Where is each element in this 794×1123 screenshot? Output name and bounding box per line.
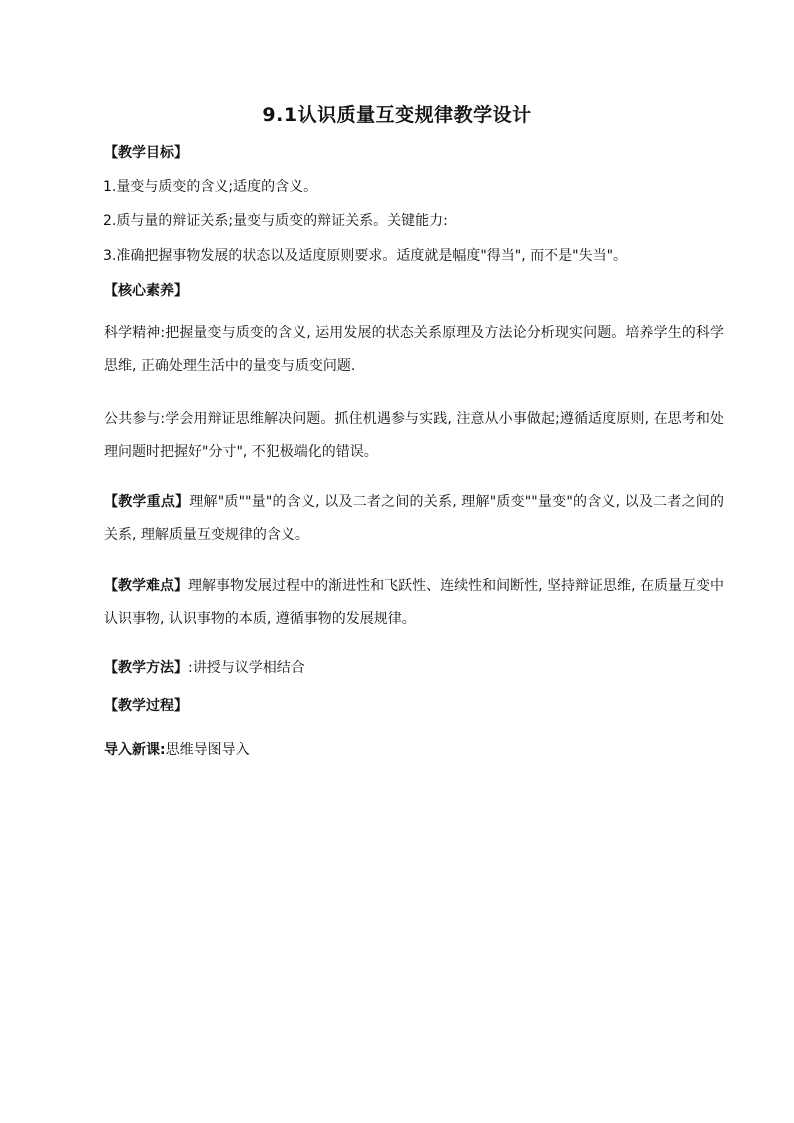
goal-item-1: 1.量变与质变的含义;适度的含义。 — [103, 179, 318, 195]
difficulties-paragraph — [104, 570, 724, 636]
method-label: 【教学方法】 — [104, 660, 188, 676]
literacy-public-text: 公共参与:学会用辩证思维解决问题。抓住机遇参与实践, 注意从小事做起;遵循适度原则, 在思考和处理问题时把握好"分寸", 不犯极端化的错误。 — [104, 411, 724, 460]
literacy-science-paragraph — [104, 317, 724, 383]
literacy-science-text: 科学精神:把握量变与质变的含义, 运用发展的状态关系原理及方法论分析现实问题。培养学生的科学思维, 正确处理生活中的量变与质变问题. — [104, 325, 724, 374]
intro-label: 导入新课: — [104, 742, 166, 758]
difficulties-label: 【教学难点】 — [104, 578, 189, 594]
key-points-label: 【教学重点】 — [104, 494, 190, 510]
intro-text: 思维导图导入 — [165, 742, 250, 758]
method-text: :讲授与议学相结合 — [188, 660, 305, 676]
goals-heading: 【教学目标】 — [104, 145, 188, 161]
key-points-paragraph — [104, 486, 724, 552]
literacy-heading: 【核心素养】 — [104, 283, 188, 299]
document-title: 9.1认识质量互变规律教学设计 — [262, 104, 532, 126]
goal-item-3: 3.准确把握事物发展的状态以及适度原则要求。适度就是幅度"得当", 而不是"失当"。 — [103, 248, 628, 264]
method-line — [104, 658, 724, 678]
difficulties-text: 理解事物发展过程中的渐进性和飞跃性、连续性和间断性, 坚持辩证思维, 在质量互变中认识事物, 认识事物的本质, 遵循事物的发展规律。 — [104, 578, 724, 627]
process-heading: 【教学过程】 — [104, 698, 188, 714]
key-points-text: 理解"质""量"的含义, 以及二者之间的关系, 理解"质变""量变"的含义, 以及二者之间的关系, 理解质量互变规律的含义。 — [104, 494, 725, 543]
goal-item-2: 2.质与量的辩证关系;量变与质变的辩证关系。关键能力: — [103, 213, 448, 229]
literacy-public-paragraph — [104, 403, 724, 469]
intro-line — [104, 740, 724, 760]
